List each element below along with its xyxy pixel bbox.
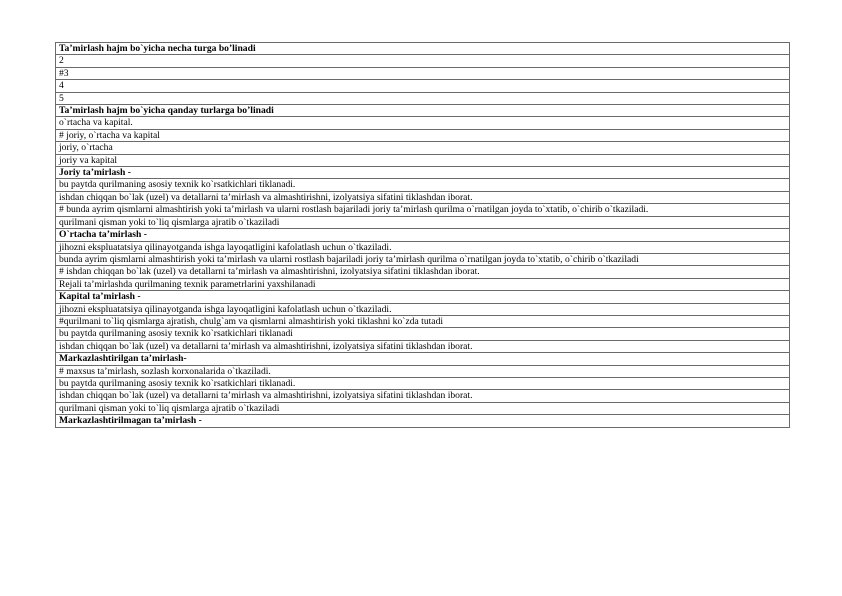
question-text: Markazlashtirilgan ta’mirlash-	[56, 353, 790, 365]
answer-option-text: bu paytda qurilmaning asosiy texnik ko`rsatkichlari tiklanadi.	[56, 377, 790, 389]
answer-option-text: jihozni ekspluatatsiya qilinayotganda ishga layoqatligini kafolatlash uchun o`tkaziladi.	[56, 303, 790, 315]
question-table-body	[56, 43, 790, 428]
answer-option-row	[56, 204, 790, 216]
answer-option-row	[56, 402, 790, 414]
answer-option-text: qurilmani qisman yoki to`liq qismlarga ajratib o`tkaziladi	[56, 402, 790, 414]
answer-option-row	[56, 328, 790, 340]
answer-option-text: ishdan chiqqan bo`lak (uzel) va detallarni ta’mirlash va almashtirishni, izolyatsiya sifatini tiklashdan iborat.	[56, 340, 790, 352]
answer-option-row	[56, 154, 790, 166]
answer-option-row	[56, 365, 790, 377]
answer-option-row	[56, 80, 790, 92]
answer-option-text: 2	[56, 55, 790, 67]
answer-option-text: Rejali ta’mirlashda qurilmaning texnik parametrlarini yaxshilanadi	[56, 278, 790, 290]
question-text: Joriy ta’mirlash -	[56, 167, 790, 179]
answer-option-text: # bunda ayrim qismlarni almashtirish yoki ta’mirlash va ularni rostlash bajariladi joriy ta’mirlash qurilma o`rnatilgan joyda to`xtatib, o`chirib o`tkaziladi.	[56, 204, 790, 216]
answer-option-text: # ishdan chiqqan bo`lak (uzel) va detallarni ta’mirlash va almashtirishni, izolyatsiya sifatini tiklashdan iborat.	[56, 266, 790, 278]
answer-option-row	[56, 55, 790, 67]
question-row	[56, 291, 790, 303]
question-row	[56, 167, 790, 179]
question-text: Ta’mirlash hajm bo`yicha necha turga bo’linadi	[56, 43, 790, 55]
question-text: Markazlashtirilmagan ta’mirlash -	[56, 415, 790, 427]
answer-option-text: ishdan chiqqan bo`lak (uzel) va detallarni ta’mirlash va almashtirishni, izolyatsiya sifatini tiklashdan iborat.	[56, 191, 790, 203]
answer-option-row	[56, 92, 790, 104]
answer-option-text: bunda ayrim qismlarni almashtirish yoki ta’mirlash va ularni rostlash bajariladi joriy ta’mirlash qurilma o`rnatilgan joyda to`xtatib, o`chirib o`tkaziladi	[56, 253, 790, 265]
question-text: Kapital ta’mirlash -	[56, 291, 790, 303]
answer-option-row	[56, 191, 790, 203]
answer-option-text: bu paytda qurilmaning asosiy texnik ko`rsatkichlari tiklanadi.	[56, 179, 790, 191]
question-text: O`rtacha ta’mirlash -	[56, 229, 790, 241]
question-row	[56, 43, 790, 55]
answer-option-text: o`rtacha va kapital.	[56, 117, 790, 129]
answer-option-row	[56, 67, 790, 79]
answer-option-row	[56, 266, 790, 278]
answer-option-text: #qurilmani to`liq qismlarga ajratish, chulg`am va qismlarni almashtirish yoki tiklashni ko`zda tutadi	[56, 315, 790, 327]
answer-option-text: bu paytda qurilmaning asosiy texnik ko`rsatkichlari tiklanadi	[56, 328, 790, 340]
answer-option-row	[56, 390, 790, 402]
answer-option-text: 4	[56, 80, 790, 92]
answer-option-text: 5	[56, 92, 790, 104]
answer-option-row	[56, 315, 790, 327]
question-row	[56, 105, 790, 117]
answer-option-text: #3	[56, 67, 790, 79]
answer-option-row	[56, 303, 790, 315]
answer-option-text: jihozni ekspluatatsiya qilinayotganda ishga layoqatligini kafolatlash uchun o`tkaziladi.	[56, 241, 790, 253]
answer-option-text: # maxsus ta’mirlash, sozlash korxonalarida o`tkaziladi.	[56, 365, 790, 377]
answer-option-row	[56, 216, 790, 228]
answer-option-text: # joriy, o`rtacha va kapital	[56, 129, 790, 141]
answer-option-text: qurilmani qisman yoki to`liq qismlarga ajratib o`tkaziladi	[56, 216, 790, 228]
answer-option-row	[56, 278, 790, 290]
answer-option-row	[56, 142, 790, 154]
answer-option-row	[56, 129, 790, 141]
answer-option-text: ishdan chiqqan bo`lak (uzel) va detallarni ta’mirlash va almashtirishni, izolyatsiya sifatini tiklashdan iborat.	[56, 390, 790, 402]
answer-option-row	[56, 117, 790, 129]
question-row	[56, 415, 790, 427]
answer-option-text: joriy va kapital	[56, 154, 790, 166]
answer-option-row	[56, 340, 790, 352]
question-text: Ta’mirlash hajm bo`yicha qanday turlarga bo’linadi	[56, 105, 790, 117]
answer-option-row	[56, 377, 790, 389]
question-row	[56, 229, 790, 241]
answer-option-row	[56, 253, 790, 265]
question-row	[56, 353, 790, 365]
question-table	[55, 42, 790, 428]
answer-option-row	[56, 241, 790, 253]
answer-option-row	[56, 179, 790, 191]
answer-option-text: joriy, o`rtacha	[56, 142, 790, 154]
